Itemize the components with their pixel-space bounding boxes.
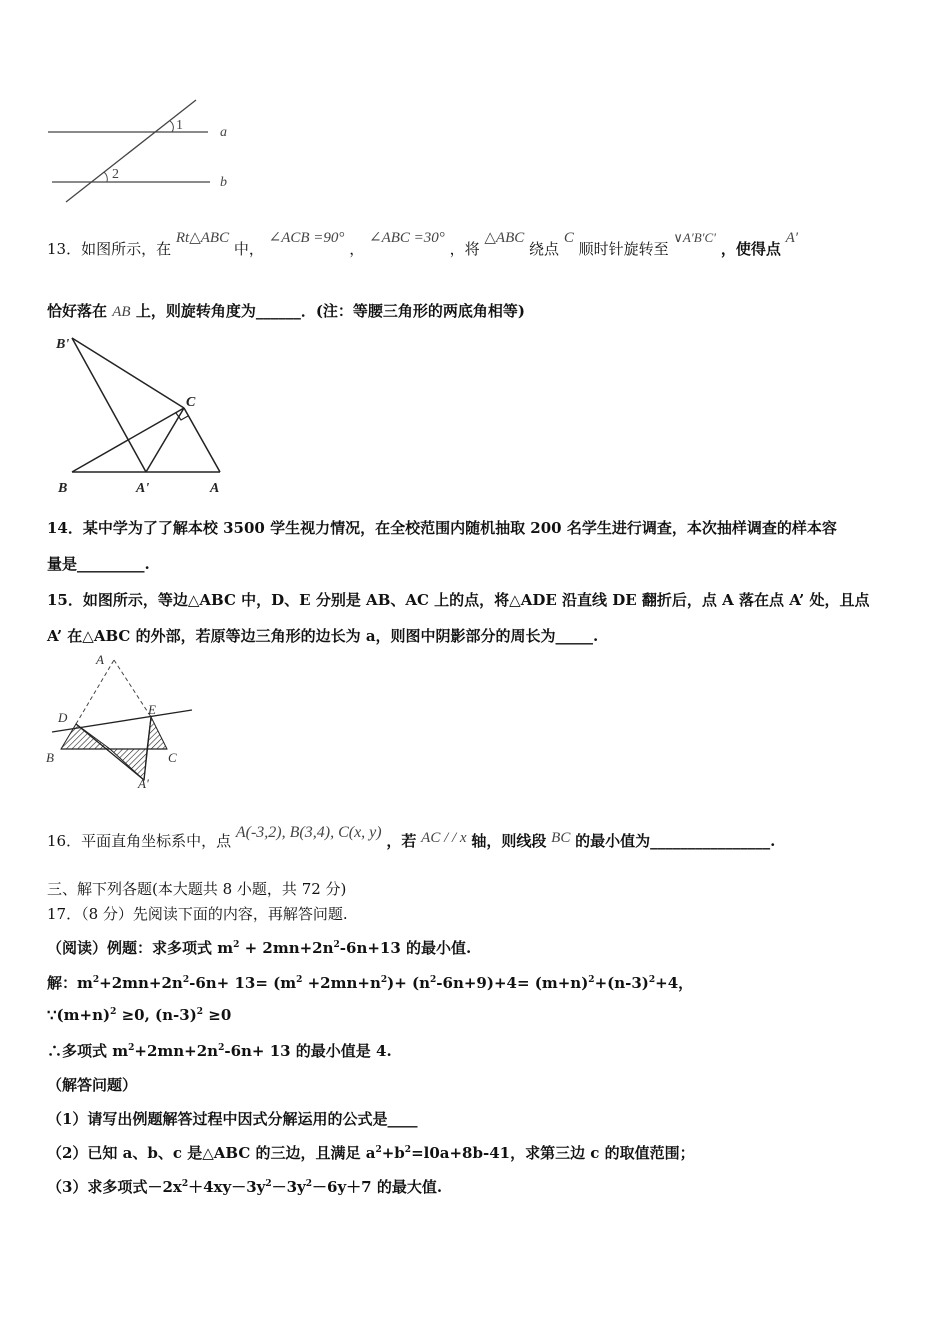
label-Aprime: A' [138,776,149,791]
q17-solution: 解：$m^2+2mn+2n^2-6n+ 13= (m^2 +2mn+n^2)+ (n^2-6n+9)+4= (m+n)^2+(n-3)^2+4$， [47,974,694,992]
dashed-AE [114,660,151,717]
rotation-triangle-figure [50,330,240,500]
segment-ApC [146,408,184,472]
q16-line: 16．平面直角坐标系中，点 A(-3,2), B(3,4), C(x, y) ，若 AC / / x 轴，则线段 BC 的最小值为________________. [47,824,776,850]
q14-line1: 14．某中学为了了解本校 3500 学生视力情况，在全校范围内随机抽取 200 名学生进行调查，本次抽样调查的样本容 [47,519,837,537]
label-1: 1 [176,118,183,133]
q13-line1: 13．如图所示，在 Rt△ABC 中， ∠ACB =90° ， ∠ABC =30° ，将 △ABC 绕点 C 顺时针旋转至 ∨A′B′C′ ，使得点 A′ [47,230,799,258]
q17-intro: 17．（8 分）先阅读下面的内容，再解答问题. [47,905,348,923]
label-b: b [220,175,227,190]
label-Aprime: A' [136,481,150,496]
label-C: C [168,750,177,765]
section-3-title: 三、解下列各题(本大题共 8 小题，共 72 分) [47,880,347,898]
q17-because: $\because(m+n)^2 \ge 0$, $(n-3)^2 \ge 0$ [47,1006,232,1024]
label-a: a [220,125,227,140]
parallel-lines-figure [44,96,244,206]
q17-answer-head: （解答问题） [47,1076,138,1094]
q15-line1: 15．如图所示，等边△ABC 中，D、E 分别是 AB、AC 上的点，将△ADE 沿直线 DE 翻折后，点 A 落在点 A’ 处，且点 [47,591,870,609]
q17-therefore: ∴多项式 $m^2+2mn+2n^2-6n+ 13$ 的最小值是 4. [47,1042,392,1060]
segment-BpAp [72,338,146,472]
label-Bprime: B' [56,337,70,352]
label-B: B [46,750,54,765]
fold-line-DE [52,710,192,732]
label-A: A [96,652,104,667]
folding-triangle-figure [44,652,204,792]
segment-BpC [72,338,184,408]
q17-part3: （3）求多项式$-2x^2+4xy-3y^2-3y^2-6y+7$ 的最大值. [47,1178,443,1196]
segment-CA [184,408,220,472]
label-C: C [186,395,196,410]
q17-part2: （2）已知 a、b、c 是△ABC 的三边，且满足 $a^2+b^2=l0a+8b-41$，求第三边 c 的取值范围； [47,1144,695,1162]
angle-1-arc [170,121,173,132]
angle-2-arc [104,172,107,182]
label-E: E [148,702,156,717]
q14-line2: 量是_________. [47,555,150,573]
q17-part1: （1）请写出例题解答过程中因式分解运用的公式是____ [47,1110,418,1128]
q13-line2: 恰好落在 AB 上，则旋转角度为______．(注：等腰三角形的两底角相等) [47,302,526,320]
label-2: 2 [112,167,119,182]
q15-line2: A’ 在△ABC 的外部，若原等边三角形的边长为 a，则图中阴影部分的周长为_____. [47,627,599,645]
label-B: B [58,481,68,496]
label-D: D [58,710,68,725]
q17-reading: （阅读）例题：求多项式 $m^2 + 2mn+2n^2-6n+13$ 的最小值. [47,939,472,957]
label-A: A [210,481,220,496]
dashed-DA [76,660,114,724]
transversal [66,100,196,202]
